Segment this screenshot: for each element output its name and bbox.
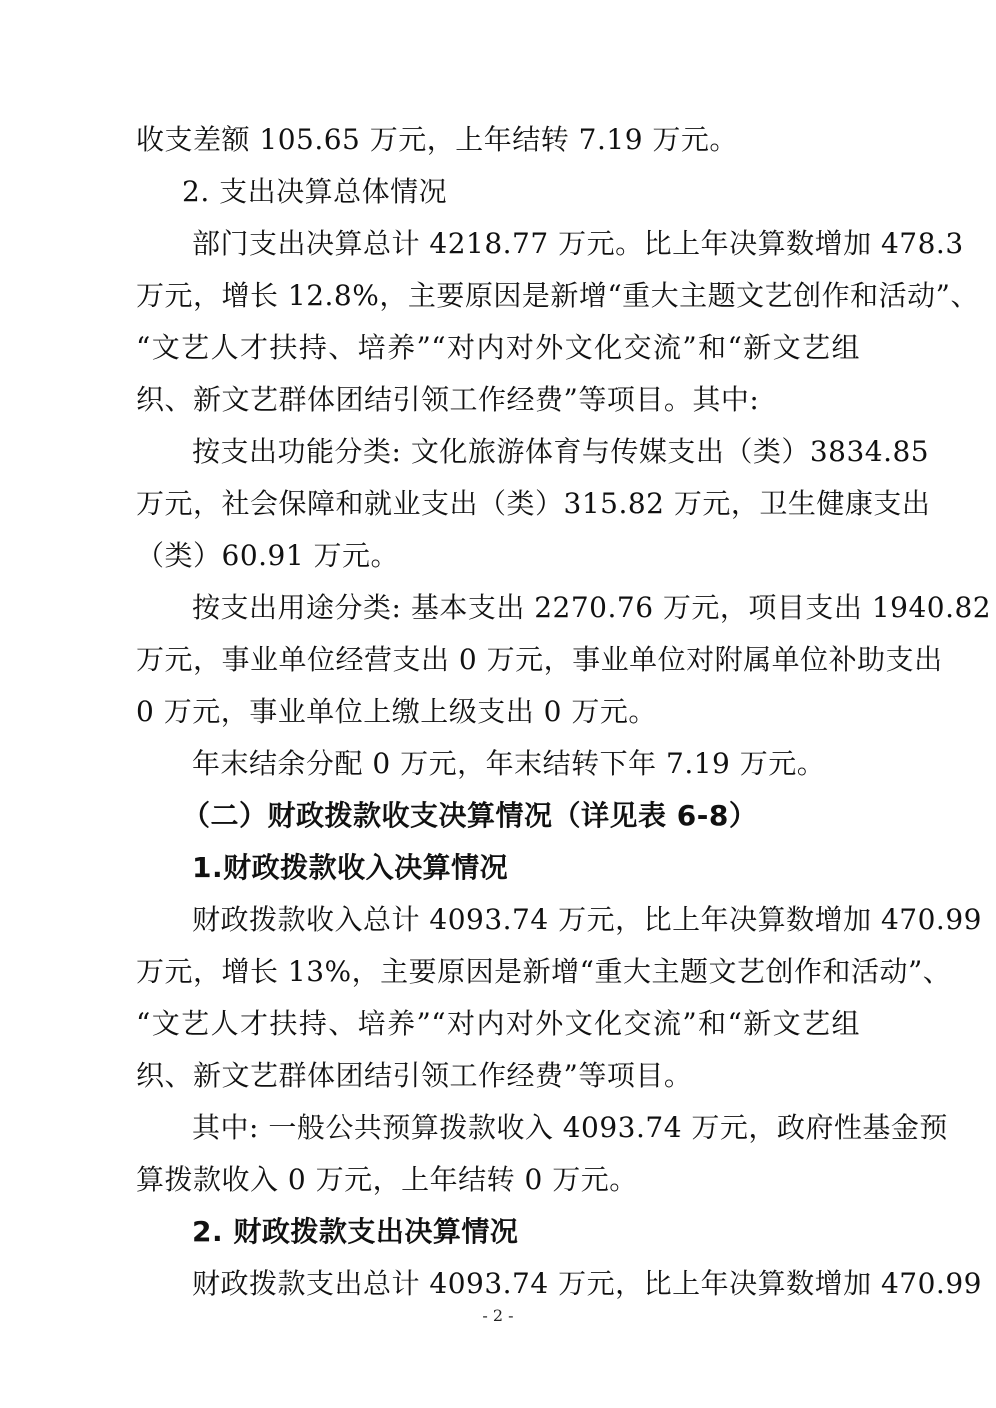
paragraph-line: 年末结余分配 0 万元，年末结转下年 7.19 万元。 xyxy=(192,747,826,780)
paragraph-line: 织、新文艺群体团结引领工作经费”等项目。 xyxy=(136,1059,693,1092)
paragraph-line: 财政拨款支出总计 4093.74 万元，比上年决算数增加 470.99 xyxy=(192,1267,982,1300)
subsection-heading: 1.财政拨款收入决算情况 xyxy=(192,851,509,884)
page-number: - 2 - xyxy=(482,1306,514,1325)
paragraph-line: 收支差额 105.65 万元，上年结转 7.19 万元。 xyxy=(136,123,738,156)
section-heading: 2. 支出决算总体情况 xyxy=(182,175,448,208)
paragraph-line: 万元，社会保障和就业支出（类）315.82 万元，卫生健康支出 xyxy=(136,487,931,520)
paragraph-line: （类）60.91 万元。 xyxy=(136,539,400,572)
paragraph-line: “文艺人才扶持、培养”“对内对外文化交流”和“新文艺组 xyxy=(136,331,860,364)
subsection-heading: 2. 财政拨款支出决算情况 xyxy=(192,1215,519,1248)
paragraph-line: 万元，增长 12.8%，主要原因是新增“重大主题文艺创作和活动”、 xyxy=(136,279,979,312)
paragraph-line: 按支出功能分类: 文化旅游体育与传媒支出（类）3834.85 xyxy=(192,435,930,468)
paragraph-line: 按支出用途分类: 基本支出 2270.76 万元，项目支出 1940.82 xyxy=(192,591,992,624)
paragraph-line: “文艺人才扶持、培养”“对内对外文化交流”和“新文艺组 xyxy=(136,1007,860,1040)
paragraph-line: 0 万元，事业单位上缴上级支出 0 万元。 xyxy=(136,695,657,728)
paragraph-line: 算拨款收入 0 万元，上年结转 0 万元。 xyxy=(136,1163,638,1196)
section-heading: （二）财政拨款收支决算情况（详见表 6-8） xyxy=(182,799,758,832)
paragraph-line: 万元，事业单位经营支出 0 万元，事业单位对附属单位补助支出 xyxy=(136,643,943,676)
paragraph-line: 财政拨款收入总计 4093.74 万元，比上年决算数增加 470.99 xyxy=(192,903,982,936)
paragraph-line: 万元，增长 13%，主要原因是新增“重大主题文艺创作和活动”、 xyxy=(136,955,952,988)
paragraph-line: 织、新文艺群体团结引领工作经费”等项目。其中: xyxy=(136,383,760,416)
paragraph-line: 部门支出决算总计 4218.77 万元。比上年决算数增加 478.3 xyxy=(192,227,964,260)
paragraph-line: 其中: 一般公共预算拨款收入 4093.74 万元，政府性基金预 xyxy=(192,1111,948,1144)
